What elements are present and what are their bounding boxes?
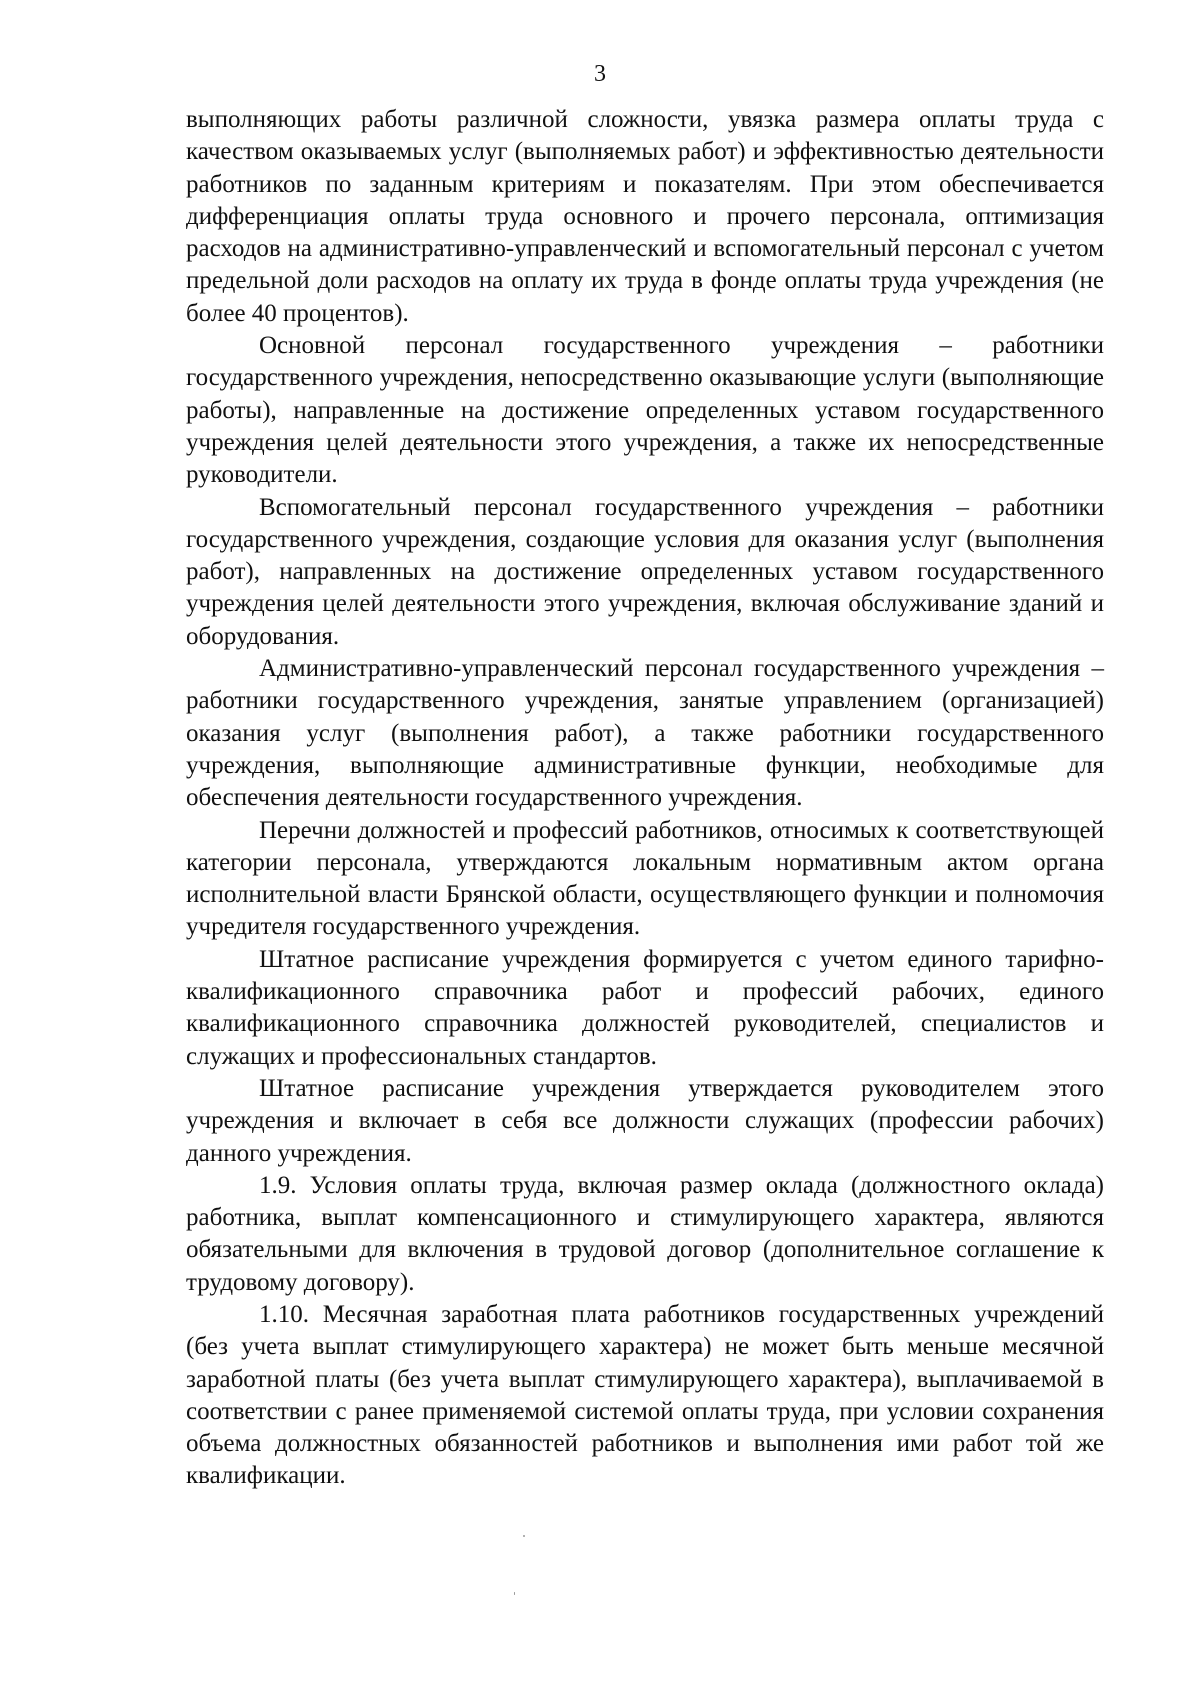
paragraph-2: Основной персонал государственного учреждения – работники государственного учреждения, непосредственно оказывающие услуги (выполняющие работы), направленные на достижение определенных уставом государственного учреждения целей деятельности этого учреждения, а также их непосредственные руководители. xyxy=(186,332,1104,489)
page-number: 3 xyxy=(594,61,606,87)
paragraph-9: 1.10. Месячная заработная плата работников государственных учреждений (без учета выплат стимулирующего характера) не может быть меньше месячной заработной платы (без учета выплат стимулирующего характера), выплачиваемой в соответствии с ранее применяемой системой оплаты труда, при условии сохранения объема должностных обязанностей работников и выполнения ими работ той же квалификации. xyxy=(186,1300,1104,1490)
paragraph-7: Штатное расписание учреждения утверждается руководителем этого учреждения и включает в себя все должности служащих (профессии рабочих) данного учреждения. xyxy=(186,1074,1104,1167)
scan-speck xyxy=(523,1535,525,1537)
document-body xyxy=(186,104,1104,1493)
paragraph-6: Штатное расписание учреждения формируется с учетом единого тарифно-квалификационного справочника работ и профессий рабочих, единого квалификационного справочника должностей руководителей, специалистов и служащих и профессиональных стандартов. xyxy=(186,945,1104,1070)
paragraph-3: Вспомогательный персонал государственного учреждения – работники государственного учреждения, создающие условия для оказания услуг (выполнения работ), направленных на достижение определенных уставом государственного учреждения целей деятельности этого учреждения, включая обслуживание зданий и оборудования. xyxy=(186,493,1104,650)
paragraph-1: выполняющих работы различной сложности, увязка размера оплаты труда с качеством оказываемых услуг (выполняемых работ) и эффективностью деятельности работников по заданным критериям и показателям. При этом обеспечивается дифференциация оплаты труда основного и прочего персонала, оптимизация расходов на административно-управленческий и вспомогательный персонал с учетом предельной доли расходов на оплату их труда в фонде оплаты труда учреждения (не более 40 процентов). xyxy=(186,106,1104,327)
paragraph-5: Перечни должностей и профессий работников, относимых к соответствующей категории персонала, утверждаются локальным нормативным актом органа исполнительной власти Брянской области, осуществляющего функции и полномочия учредителя государственного учреждения. xyxy=(186,816,1104,941)
paragraph-8: 1.9. Условия оплаты труда, включая размер оклада (должностного оклада) работника, выплат компенсационного и стимулирующего характера, являются обязательными для включения в трудовой договор (дополнительное соглашение к трудовому договору). xyxy=(186,1171,1104,1296)
paragraph-4: Административно-управленческий персонал государственного учреждения – работники государственного учреждения, занятые управлением (организацией) оказания услуг (выполнения работ), а также работники государственного учреждения, выполняющие административные функции, необходимые для обеспечения деятельности государственного учреждения. xyxy=(186,655,1104,812)
scan-speck xyxy=(514,1592,515,1595)
